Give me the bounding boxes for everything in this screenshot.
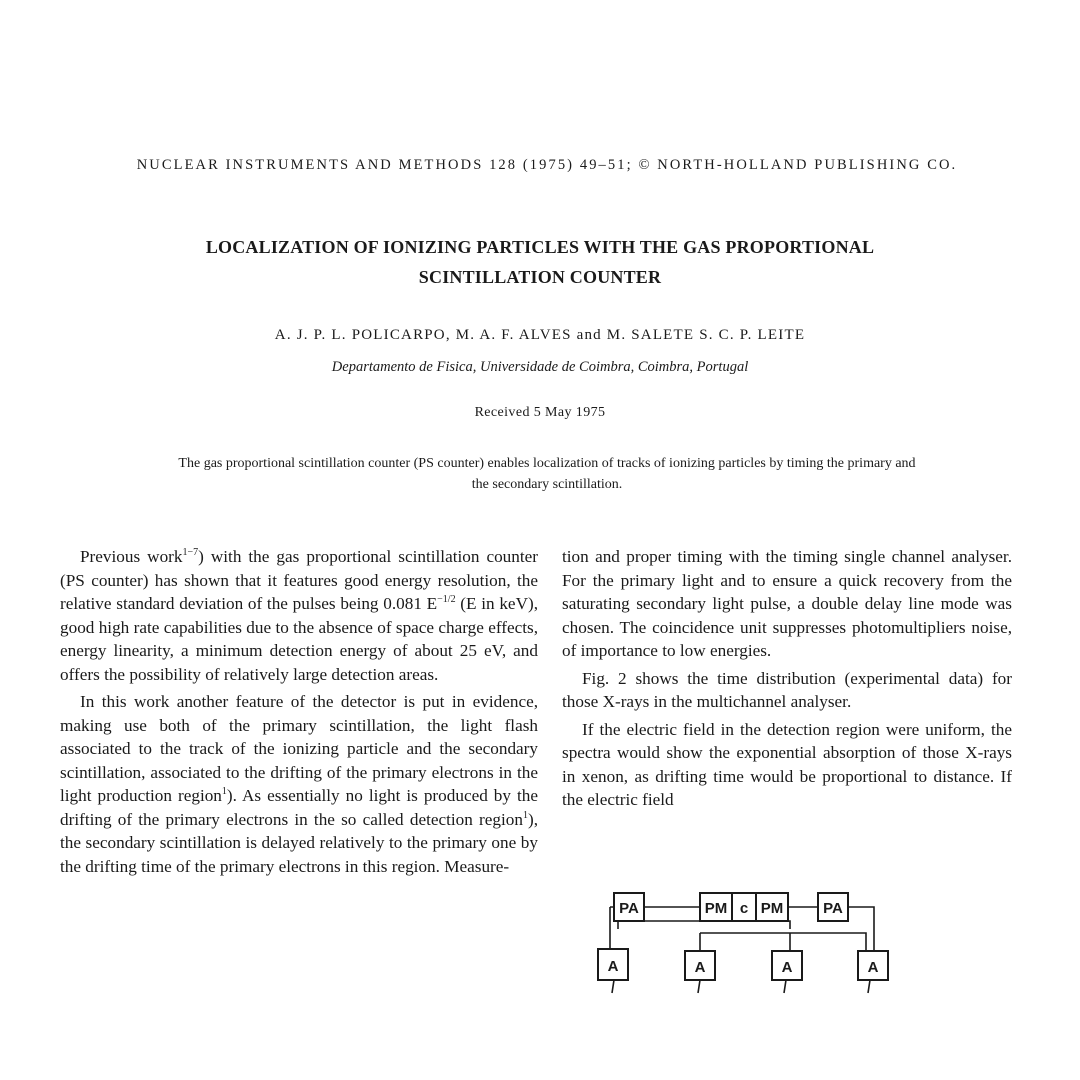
- text-run: ), the secondary scintillation is delayed relatively to the primary one by the drifting time of the primary electrons in this region. Measure-: [60, 809, 538, 876]
- box-label: PA: [823, 900, 843, 917]
- box-label: c: [739, 900, 749, 917]
- paragraph: Fig. 2 shows the time distribution (experimental data) for those X-rays in the multichannel analyser.: [562, 668, 1012, 711]
- reference-superscript: 1: [221, 786, 227, 797]
- abstract: [52, 453, 1042, 495]
- reference-superscript: 1−7: [182, 547, 199, 558]
- box-label: A: [867, 959, 879, 976]
- exponent-superscript: −1/2: [437, 594, 456, 605]
- body-column-left: [60, 545, 538, 985]
- circuit-diagram: [590, 885, 900, 995]
- text-run: (E in keV), good high rate capabilities due to the absence of space charge effects, energy linearity, a minimum detection energy of about 25 eV, and offers the possibility of relatively large detection areas.: [60, 594, 538, 684]
- affiliation: Departamento de Fisica, Universidade de Coimbra, Coimbra, Portugal: [331, 359, 749, 375]
- abstract-line-1: The gas proportional scintillation counter (PS counter) enables localization of tracks of ionizing particles by timing the primary and: [178, 456, 916, 471]
- box-label: A: [781, 959, 793, 976]
- text-run: ) with the gas proportional scintillation counter (PS counter) has shown that it features good energy resolution, the relative standard deviation of the pulses being 0.081 E: [60, 547, 538, 613]
- journal-header: NUCLEAR INSTRUMENTS AND METHODS 128 (1975) 49–51; © NORTH-HOLLAND PUBLISHING CO.: [136, 157, 958, 173]
- text-run: Previous work: [80, 547, 183, 566]
- title-line-1: LOCALIZATION OF IONIZING PARTICLES WITH THE GAS PROPORTIONAL: [205, 237, 875, 257]
- box-label: A: [694, 959, 706, 976]
- paragraph: [60, 545, 538, 686]
- box-label: PM: [760, 900, 784, 917]
- paragraph: If the electric field in the detection region were uniform, the spectra would show the exponential absorption of those X-rays in xenon, as drifting time would be proportional to distance. If the electric field: [562, 719, 1012, 809]
- paragraph: [60, 690, 538, 878]
- abstract-line-2: the secondary scintillation.: [471, 477, 623, 492]
- box-label: PM: [704, 900, 728, 917]
- wire: [618, 921, 790, 929]
- reference-superscript: 1: [522, 809, 528, 821]
- box-label: PA: [619, 900, 639, 917]
- box-label: A: [607, 958, 619, 975]
- authors: A. J. P. L. POLICARPO, M. A. F. ALVES and M. SALETE S. C. P. LEITE: [274, 327, 806, 343]
- body-column-right: [562, 545, 1012, 812]
- paper-title: [90, 232, 990, 292]
- text-run: ). As essentially no light is produced by the drifting of the primary electrons in the so called detection region: [60, 786, 538, 829]
- received-date: Received 5 May 1975: [474, 405, 606, 420]
- title-line-2: SCINTILLATION COUNTER: [418, 267, 662, 287]
- text-run: In this work another feature of the detector is put in evidence, making use both of the primary scintillation, the light flash associated to the track of the ionizing particle and the secondary scintillation, associated to the drifting of the primary electrons in the light production region: [60, 692, 538, 805]
- wire: [846, 907, 874, 955]
- wire: [612, 980, 870, 993]
- paragraph: tion and proper timing with the timing single channel analyser. For the primary light and to ensure a quick recovery from the saturating secondary light pulse, a double delay line mode was chosen. The coincidence unit suppresses photomultipliers noise, of importance to low energies.: [562, 547, 1012, 660]
